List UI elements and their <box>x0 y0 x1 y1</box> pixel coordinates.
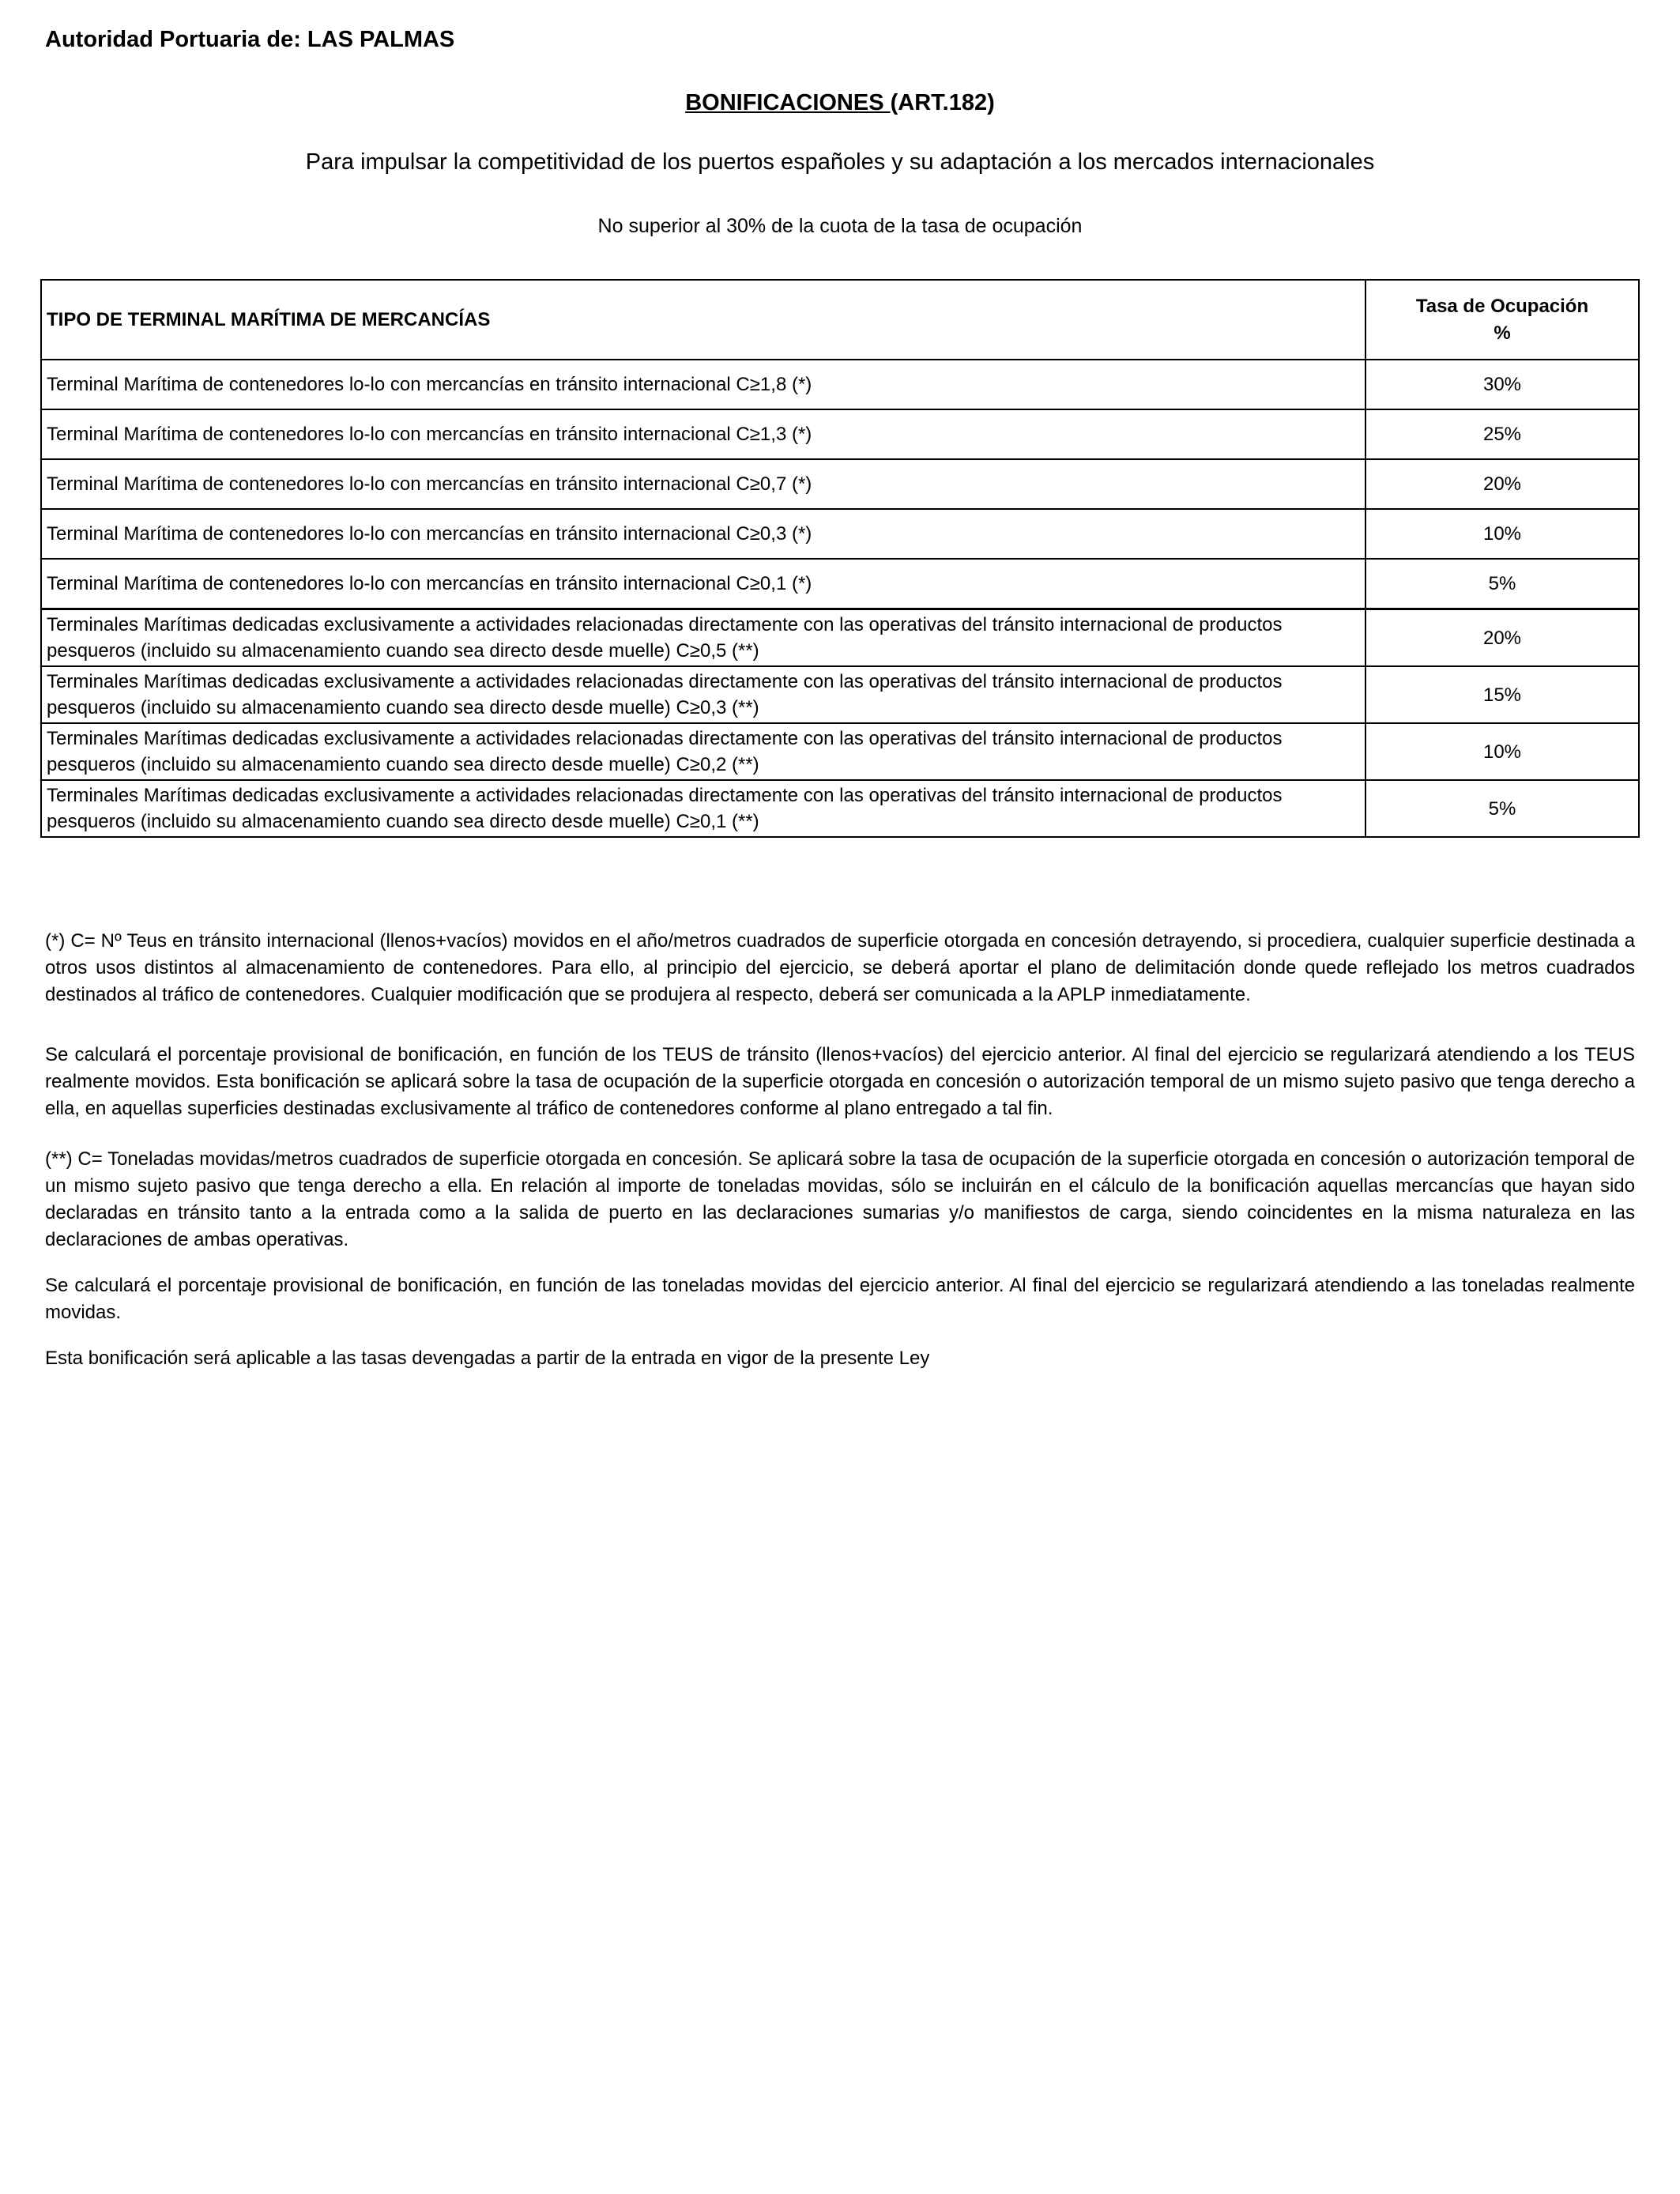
table-row <box>41 559 1639 609</box>
notes-section <box>45 928 1635 1372</box>
rate-cell: 30% <box>1365 360 1639 409</box>
note-teus-calculation: Se calculará el porcentaje provisional de bonificación, en función de los TEUS de tránsito (llenos+vacíos) del ejercicio anterior. Al final del ejercicio se regularizará atendiendo a los TEUS realmente movidos. Esta bonificación se aplicará sobre la tasa de ocupación de la superficie otorgada en concesión o autorización temporal de un mismo sujeto pasivo que tenga derecho a ella, en aquellas superficies destinadas exclusivamente al tráfico de contenedores conforme al plano entregado a tal fin. <box>45 1044 1635 1119</box>
rate-cell: 10% <box>1365 509 1639 559</box>
table-row <box>41 609 1639 667</box>
table-row <box>41 409 1639 459</box>
occupancy-rate-header-line1: Tasa de Ocupación <box>1415 295 1589 317</box>
terminal-type-cell: Terminales Marítimas dedicadas exclusivamente a actividades relacionadas directamente con las operativas del tránsito internacional de productos pesqueros (incluido su almacenamiento cuando sea directo desde muelle) C≥0,1 (**) <box>41 780 1365 837</box>
table-row <box>41 780 1639 837</box>
rate-cell: 15% <box>1365 666 1639 723</box>
document-title <box>0 90 1680 116</box>
rate-cell: 20% <box>1365 609 1639 667</box>
note-tonnage-calculation: Se calculará el porcentaje provisional de bonificación, en función de las toneladas movidas del ejercicio anterior. Al final del ejercicio se regularizará atendiendo a las toneladas realmente movidas. <box>45 1275 1635 1323</box>
table-row <box>41 459 1639 509</box>
bonus-rates-table <box>40 279 1640 838</box>
rate-cell: 5% <box>1365 780 1639 837</box>
rate-cell: 5% <box>1365 559 1639 609</box>
occupancy-rate-header-line2: % <box>1494 322 1511 344</box>
terminal-type-header: TIPO DE TERMINAL MARÍTIMA DE MERCANCÍAS <box>41 280 1365 360</box>
terminal-type-cell: Terminales Marítimas dedicadas exclusivamente a actividades relacionadas directamente con las operativas del tránsito internacional de productos pesqueros (incluido su almacenamiento cuando sea directo desde muelle) C≥0,2 (**) <box>41 723 1365 780</box>
terminal-type-cell: Terminal Marítima de contenedores lo-lo con mercancías en tránsito internacional C≥0,3 (*) <box>41 509 1365 559</box>
table-header-row <box>41 280 1639 360</box>
terminal-type-cell: Terminales Marítimas dedicadas exclusivamente a actividades relacionadas directamente con las operativas del tránsito internacional de productos pesqueros (incluido su almacenamiento cuando sea directo desde muelle) C≥0,5 (**) <box>41 609 1365 667</box>
port-authority-heading: Autoridad Portuaria de: LAS PALMAS <box>45 27 455 52</box>
terminal-type-cell: Terminales Marítimas dedicadas exclusivamente a actividades relacionadas directamente con las operativas del tránsito internacional de productos pesqueros (incluido su almacenamiento cuando sea directo desde muelle) C≥0,3 (**) <box>41 666 1365 723</box>
table-row <box>41 723 1639 780</box>
note-applicability: Esta bonificación será aplicable a las tasas devengadas a partir de la entrada en vigor de la presente Ley <box>45 1348 930 1369</box>
occupancy-rate-header <box>1365 280 1639 360</box>
note-tonnage-definition: (**) C= Toneladas movidas/metros cuadrados de superficie otorgada en concesión. Se aplicará sobre la tasa de ocupación de la superficie otorgada en concesión o autorización temporal de un mismo sujeto pasivo que tenga derecho a ella. En relación al importe de toneladas movidas, sólo se incluirán en el cálculo de la bonificación aquellas mercancías que hayan sido declaradas en tránsito tanto a la entrada como a la salida de puerto en las declaraciones sumarias y/o manifiestos de carga, siendo coincidentes en la misma naturaleza en las declaraciones de ambas operativas. <box>45 1148 1635 1250</box>
terminal-type-cell: Terminal Marítima de contenedores lo-lo con mercancías en tránsito internacional C≥0,7 (*) <box>41 459 1365 509</box>
table-row <box>41 360 1639 409</box>
terminal-type-cell: Terminal Marítima de contenedores lo-lo con mercancías en tránsito internacional C≥1,8 (*) <box>41 360 1365 409</box>
note-teus-definition: (*) C= Nº Teus en tránsito internacional (llenos+vacíos) movidos en el año/metros cuadrados de superficie otorgada en concesión detrayendo, si procediera, cualquier superficie destinada a otros usos distintos al almacenamiento de contenedores. Para ello, al principio del ejercicio, se deberá aportar el plano de delimitación donde quede reflejado los metros cuadrados destinados al tráfico de contenedores. Cualquier modificación que se produjera al respecto, deberá ser comunicada a la APLP inmediatamente. <box>45 930 1635 1005</box>
rate-cell: 20% <box>1365 459 1639 509</box>
rate-cell: 25% <box>1365 409 1639 459</box>
table-row <box>41 666 1639 723</box>
document-subtitle: Para impulsar la competitividad de los puertos españoles y su adaptación a los mercados internacionales <box>305 149 1375 175</box>
terminal-type-cell: Terminal Marítima de contenedores lo-lo con mercancías en tránsito internacional C≥1,3 (*) <box>41 409 1365 459</box>
rate-cell: 10% <box>1365 723 1639 780</box>
title-underlined: BONIFICACIONES <box>685 90 891 115</box>
table-row <box>41 509 1639 559</box>
title-article: (ART.182) <box>890 90 995 115</box>
limit-note: No superior al 30% de la cuota de la tasa de ocupación <box>597 215 1083 237</box>
terminal-type-cell: Terminal Marítima de contenedores lo-lo con mercancías en tránsito internacional C≥0,1 (*) <box>41 559 1365 609</box>
